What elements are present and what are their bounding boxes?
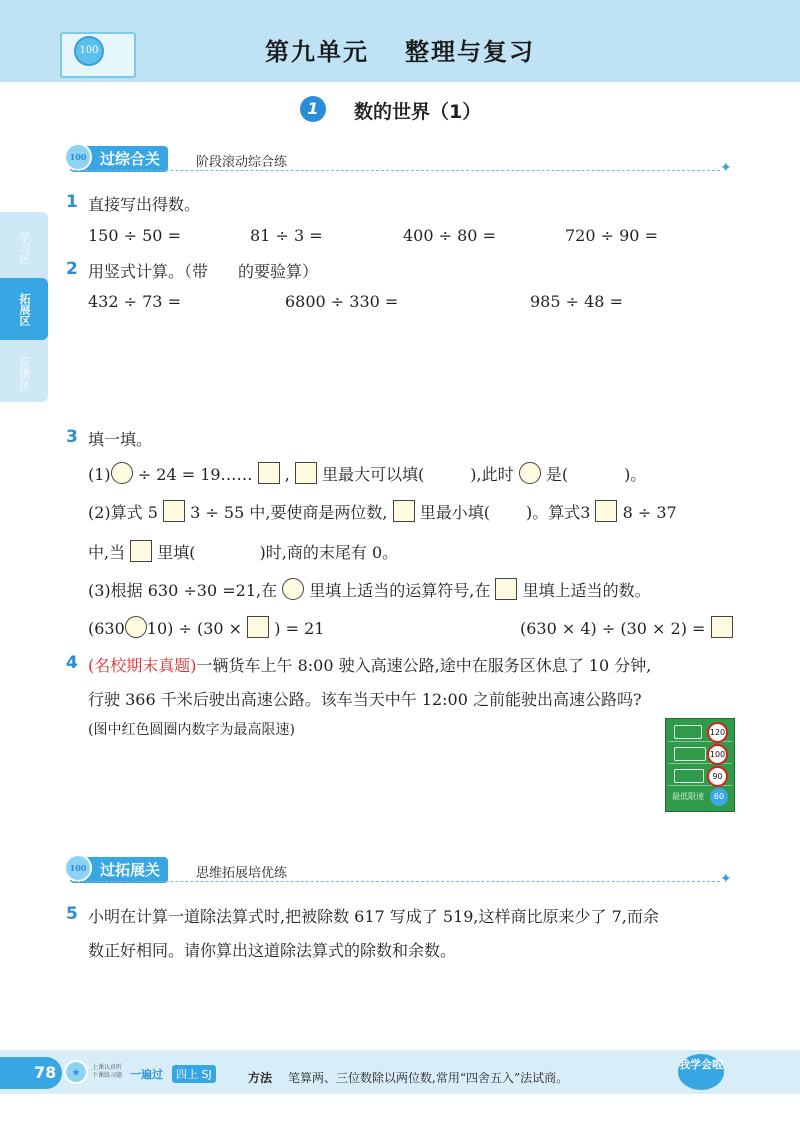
question-number: 4 [66,653,78,673]
brand-logo: 一遍过 [130,1068,163,1081]
text: 里填( [157,543,196,562]
question-number: 5 [66,904,78,924]
min-speed-value: 60 [710,788,728,806]
q3-part2-cont [88,540,398,563]
side-tabs [0,212,48,402]
grade-badge: 四上 SJ [172,1065,216,1083]
q3-part3 [88,578,651,601]
answer-box[interactable] [393,500,415,522]
q1-item: 720 ÷ 90 = [565,226,658,245]
mascot-icon: ★ [64,1060,88,1084]
answer-box[interactable] [163,500,185,522]
sign-row [668,787,732,807]
question-number: 3 [66,427,78,447]
text: ÷ 24 = 19…… [137,465,253,484]
q2-item: 432 ÷ 73 = [88,292,181,311]
speed-limit: 90 [707,766,728,787]
text: 是( [545,465,569,484]
tip-text: 笔算两、三位数除以两位数,常用“四舍五入”法试商。 [288,1071,569,1085]
q1-item: 150 ÷ 50 = [88,226,181,245]
mascot-icon: 100 [64,143,92,171]
text: (630 [88,619,125,638]
q3-part1 [88,462,646,485]
text: 8 ÷ 37 [622,503,677,522]
q2-prompt-b: 的要验算） [238,262,319,281]
q3-part2 [88,500,677,523]
speed-limit: 120 [707,722,728,743]
answer-box[interactable] [595,500,617,522]
exam-tag: (名校期末真题) [88,656,197,675]
banner-subtitle: 思维拓展培优练 [196,866,288,881]
method-tip [248,1069,568,1086]
tab-study[interactable]: 学习区 [18,230,31,264]
truck-icon [674,769,704,783]
text: 10) ÷ (30 × [146,619,243,638]
sign-row [668,765,732,786]
answer-box[interactable] [258,462,280,484]
q5-line2: 数正好相同。请你算出这道除法算式的除数和余数。 [88,941,457,960]
q1-item: 81 ÷ 3 = [250,226,323,245]
slogan-2: 下课练习题 [92,1072,123,1079]
slogan-1: 上课认真听 [92,1064,123,1071]
text: (2)算式 5 [88,503,158,522]
answer-circle[interactable] [111,462,133,484]
tab-extend[interactable]: 拓展区 [0,278,48,340]
q4-note: (图中红色圆圈内数字为最高限速) [88,722,295,738]
text: 一辆货车上午 8:00 驶入高速公路,途中在服务区休息了 10 分钟, [196,656,652,675]
q2-item: 985 ÷ 48 = [530,292,623,311]
answer-box[interactable] [711,616,733,638]
answer-circle[interactable] [282,578,304,600]
sign-row [668,743,732,764]
learned-badge[interactable]: 我学会啦 [678,1054,724,1090]
question-prompt [88,259,318,282]
speed-limit: 100 [707,744,728,765]
question-number: 2 [66,259,78,279]
divider [70,881,720,882]
answer-circle[interactable] [125,616,147,638]
answer-box[interactable] [495,578,517,600]
q3-equation-2 [520,616,733,638]
banner-subtitle: 阶段滚动综合练 [196,155,288,170]
question-number: 1 [66,192,78,212]
tip-label: 方法 [248,1071,273,1085]
text: ),此时 [470,465,514,484]
q5-line1: 小明在计算一道除法算式时,把被除数 617 写成了 519,这样商比原来少了 7,而余 [88,907,659,926]
text: 里填上适当的数。 [522,581,651,600]
question-prompt: 填一填。 [88,430,153,449]
part-label: (1) [88,465,111,484]
car-icon [674,725,702,739]
text: )时,商的末尾有 0。 [259,543,399,562]
mascot-icon: 100 [74,36,104,66]
text: 里最小填( [419,503,490,522]
q3-equation-1 [88,616,324,638]
section-number: 1 [300,96,326,122]
text: 里最大可以填( [322,465,425,484]
q2-item: 6800 ÷ 330 = [285,292,399,311]
text: (630 × 4) ÷ (30 × 2) = [520,619,706,638]
text: 中,当 [88,543,126,562]
sign-row [668,721,732,742]
q4-line2: 行驶 366 千米后驶出高速公路。该车当天中午 12:00 之前能驶出高速公路吗? [88,690,642,709]
text: , [284,465,290,484]
mascot-icon: 100 [64,854,92,882]
section-title: 数的世界（1） [354,101,482,123]
banner-label: 过拓展关 [70,857,168,883]
bus-icon [674,747,706,761]
question-prompt: 直接写出得数。 [88,195,201,214]
answer-circle[interactable] [519,462,541,484]
q1-item: 400 ÷ 80 = [403,226,496,245]
text: (3)根据 630 ÷30 =21,在 [88,581,278,600]
answer-box[interactable] [247,616,269,638]
star-icon: ✦ [720,871,732,887]
q2-prompt-a: 用竖式计算。（带 [88,262,209,281]
tab-feedback[interactable]: 反馈区 [18,356,31,390]
answer-box[interactable] [130,540,152,562]
unit-label: 第九单元 [265,38,369,66]
answer-box[interactable] [295,462,317,484]
divider [70,170,720,171]
text: ) = 21 [274,619,325,638]
unit-title: 整理与复习 [405,38,535,66]
page-title [0,32,800,67]
speed-limit-sign [665,718,735,812]
text: 里填上适当的运算符号,在 [309,581,491,600]
text: 3 ÷ 55 中,要使商是两位数, [190,503,388,522]
banner-label: 过综合关 [70,146,168,172]
min-speed-label: 最低限速 [672,792,704,801]
text: )。 [624,465,647,484]
page-number: 78 [0,1057,62,1089]
q4-line1 [88,653,651,676]
star-icon: ✦ [720,160,732,176]
text: )。算式3 [525,503,591,522]
